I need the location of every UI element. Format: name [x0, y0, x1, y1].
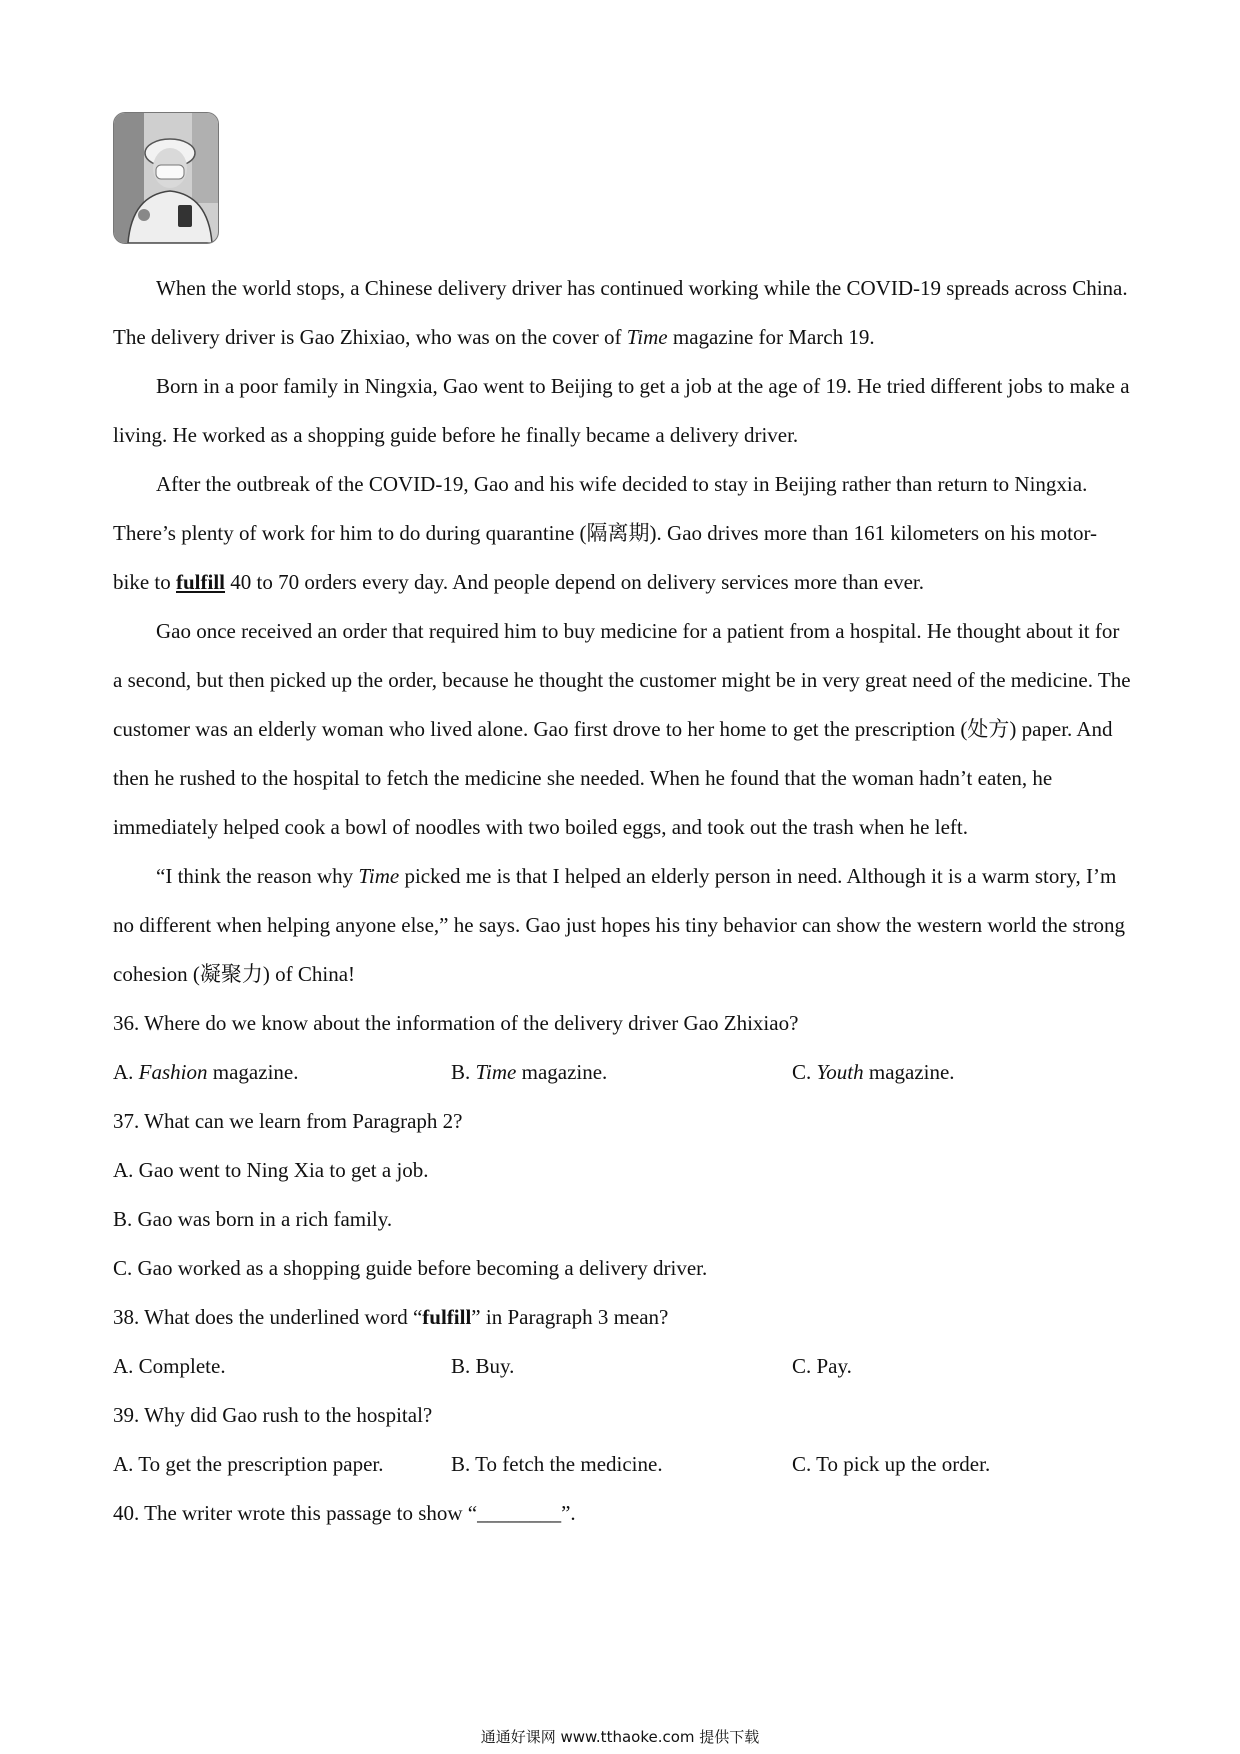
paragraph-4: Gao once received an order that required him to buy medicine for a patient from a hospital. He thought about it for a second, but then picked up the order, because he thought the customer might be in very great need of the medicine. The customer was an elderly woman who lived alone. Gao first drove to her home to get the prescription (处方) paper. And then he rushed to the hospital to fetch the medicine she needed. When he found that the woman hadn’t eaten, he immediately helped cook a bowl of noodles with two boiled eggs, and took out the trash when he left. [113, 619, 1131, 839]
option-39-b: B. To fetch the medicine. [451, 1452, 663, 1476]
page-footer: 通通好课网 www.tthaoke.com 提供下载 [480, 1728, 760, 1746]
exam-page [113, 112, 1133, 1538]
time-magazine-title: Time [626, 325, 668, 349]
option-38-a: A. Complete. [113, 1354, 226, 1378]
underlined-word-fulfill: fulfill [176, 570, 226, 594]
question-39-options [113, 1440, 1133, 1489]
paragraph-3: After the outbreak of the COVID-19, Gao and his wife decided to stay in Beijing rather than return to Ningxia. There’s plenty of work for him to do during quarantine (隔离期). Gao drives more than 161 kilometers on his motor-bike to fulfill 40 to 70 orders every day. And people depend on delivery services more than ever. [113, 472, 1098, 594]
question-40: 40. The writer wrote this passage to show “________”. [113, 1501, 576, 1525]
option-39-a: A. To get the prescription paper. [113, 1452, 384, 1476]
option-37-b: B. Gao was born in a rich family. [113, 1207, 393, 1231]
question-36: 36. Where do we know about the information of the delivery driver Gao Zhixiao? [113, 1011, 799, 1035]
option-37-a: A. Gao went to Ning Xia to get a job. [113, 1158, 429, 1182]
option-36-c: C. Youth magazine. [792, 1060, 955, 1084]
question-39: 39. Why did Gao rush to the hospital? [113, 1403, 433, 1427]
question-36-options [113, 1048, 1133, 1097]
option-38-c: C. Pay. [792, 1354, 852, 1378]
option-36-b: B. Time magazine. [451, 1060, 608, 1084]
paragraph-1: When the world stops, a Chinese delivery driver has continued working while the COVID-19 spreads across China. The delivery driver is Gao Zhixiao, who was on the cover of Time magazine for March 19. [113, 276, 1128, 349]
question-37: 37. What can we learn from Paragraph 2? [113, 1109, 463, 1133]
driver-photo-icon [114, 113, 218, 243]
question-38: 38. What does the underlined word “fulfill” in Paragraph 3 mean? [113, 1305, 669, 1329]
option-36-a: A. Fashion magazine. [113, 1060, 299, 1084]
delivery-driver-photo [113, 112, 219, 244]
option-38-b: B. Buy. [451, 1354, 515, 1378]
paragraph-5: “I think the reason why Time picked me is that I helped an elderly person in need. Although it is a warm story, I’m no different when helping anyone else,” he says. Gao just hopes his tiny behavior can show the western world the strong cohesion (凝聚力) of China! [113, 864, 1126, 986]
option-37-c: C. Gao worked as a shopping guide before becoming a delivery driver. [113, 1256, 708, 1280]
paragraph-2: Born in a poor family in Ningxia, Gao went to Beijing to get a job at the age of 19. He tried different jobs to make a living. He worked as a shopping guide before he finally became a delivery driver. [113, 374, 1130, 447]
option-39-c: C. To pick up the order. [792, 1452, 991, 1476]
question-38-options [113, 1342, 1133, 1391]
